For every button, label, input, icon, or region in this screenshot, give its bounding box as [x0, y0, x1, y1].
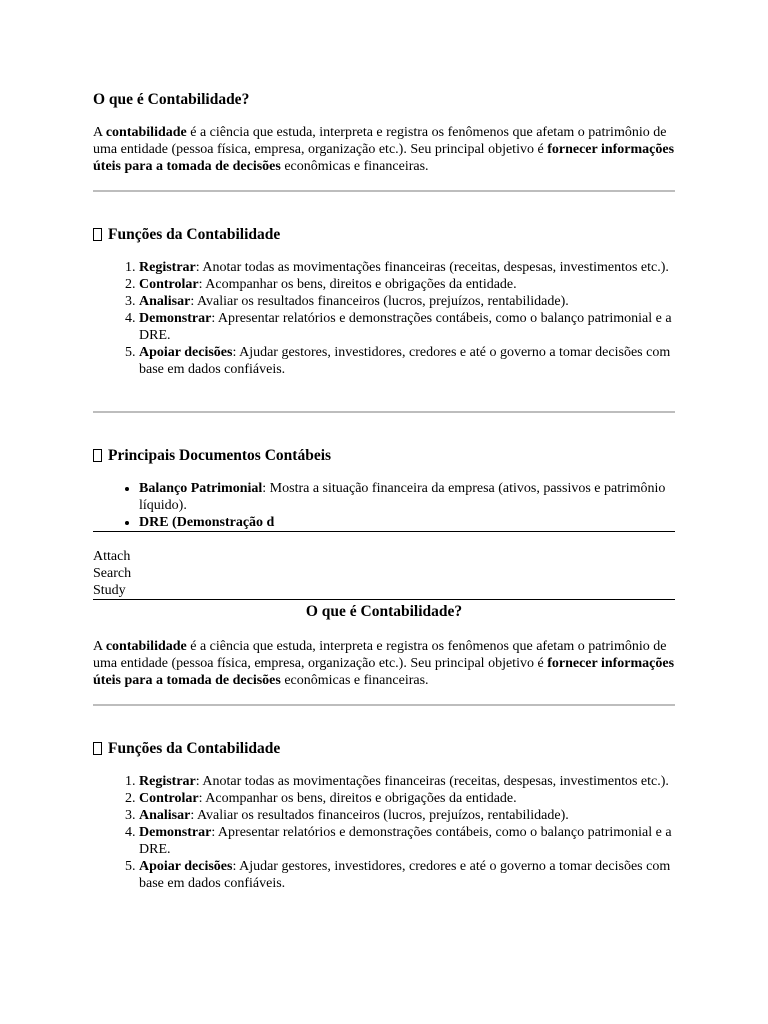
documents-list — [93, 480, 675, 531]
divider — [93, 599, 675, 600]
page-title-2: O que é Contabilidade? — [305, 603, 463, 620]
list-item: • Balanço Patrimonial: Mostra a situação financeira da empresa (ativos, passivos e patrimônio líquido). — [139, 480, 675, 514]
intro-paragraph: A contabilidade é a ciência que estuda, interpreta e registra os fenômenos que afetam o patrimônio de uma entidade (pessoa física, empresa, organização etc.). Seu principal objetivo é fornecer informações úteis para a tomada de decisões econômicas e financeiras. — [93, 125, 675, 174]
list-item: • DRE (Demonstração d — [139, 514, 675, 531]
list-item: 1. Registrar: Anotar todas as movimentações financeiras (receitas, despesas, investimentos etc.). — [139, 259, 675, 276]
documents-heading: Principais Documentos Contábeis — [93, 446, 675, 465]
functions-heading: Funções da Contabilidade — [93, 225, 675, 244]
list-item: 2. Controlar: Acompanhar os bens, direitos e obrigações da entidade. — [139, 790, 675, 807]
list-item: 3. Analisar: Avaliar os resultados financeiros (lucros, prejuízos, rentabilidade). — [139, 293, 675, 310]
section-documents — [93, 446, 675, 531]
study-link[interactable]: Study — [93, 583, 126, 598]
search-link[interactable]: Search — [93, 566, 132, 581]
page-title: O que é Contabilidade? — [93, 91, 250, 108]
functions-list-2 — [93, 773, 675, 892]
list-item: 4. Demonstrar: Apresentar relatórios e demonstrações contábeis, como o balanço patrimonial e a DRE. — [139, 824, 675, 858]
section-functions — [93, 225, 675, 378]
list-item: 4. Demonstrar: Apresentar relatórios e demonstrações contábeis, como o balanço patrimonial e a DRE. — [139, 310, 675, 344]
list-item: 3. Analisar: Avaliar os resultados financeiros (lucros, prejuízos, rentabilidade). — [139, 807, 675, 824]
section-intro-2 — [93, 602, 675, 689]
missing-glyph-icon — [93, 449, 102, 462]
list-item: 1. Registrar: Anotar todas as movimentações financeiras (receitas, despesas, investimentos etc.). — [139, 773, 675, 790]
section-functions-2 — [93, 739, 675, 892]
list-item: 5. Apoiar decisões: Ajudar gestores, investidores, credores e até o governo a tomar decisões com base em dados confiáveis. — [139, 858, 675, 892]
missing-glyph-icon — [93, 228, 102, 241]
functions-list — [93, 259, 675, 378]
section-intro — [93, 90, 675, 175]
missing-glyph-icon — [93, 742, 102, 755]
list-item: 2. Controlar: Acompanhar os bens, direitos e obrigações da entidade. — [139, 276, 675, 293]
attach-link[interactable]: Attach — [93, 549, 131, 564]
link-list — [93, 548, 675, 599]
divider — [93, 531, 675, 532]
divider — [93, 190, 675, 192]
functions-heading-2: Funções da Contabilidade — [93, 739, 675, 758]
divider — [93, 704, 675, 706]
intro-paragraph-2: A contabilidade é a ciência que estuda, interpreta e registra os fenômenos que afetam o patrimônio de uma entidade (pessoa física, empresa, organização etc.). Seu principal objetivo é fornecer informações úteis para a tomada de decisões econômicas e financeiras. — [93, 639, 675, 688]
list-item: 5. Apoiar decisões: Ajudar gestores, investidores, credores e até o governo a tomar decisões com base em dados confiáveis. — [139, 344, 675, 378]
divider — [93, 411, 675, 413]
